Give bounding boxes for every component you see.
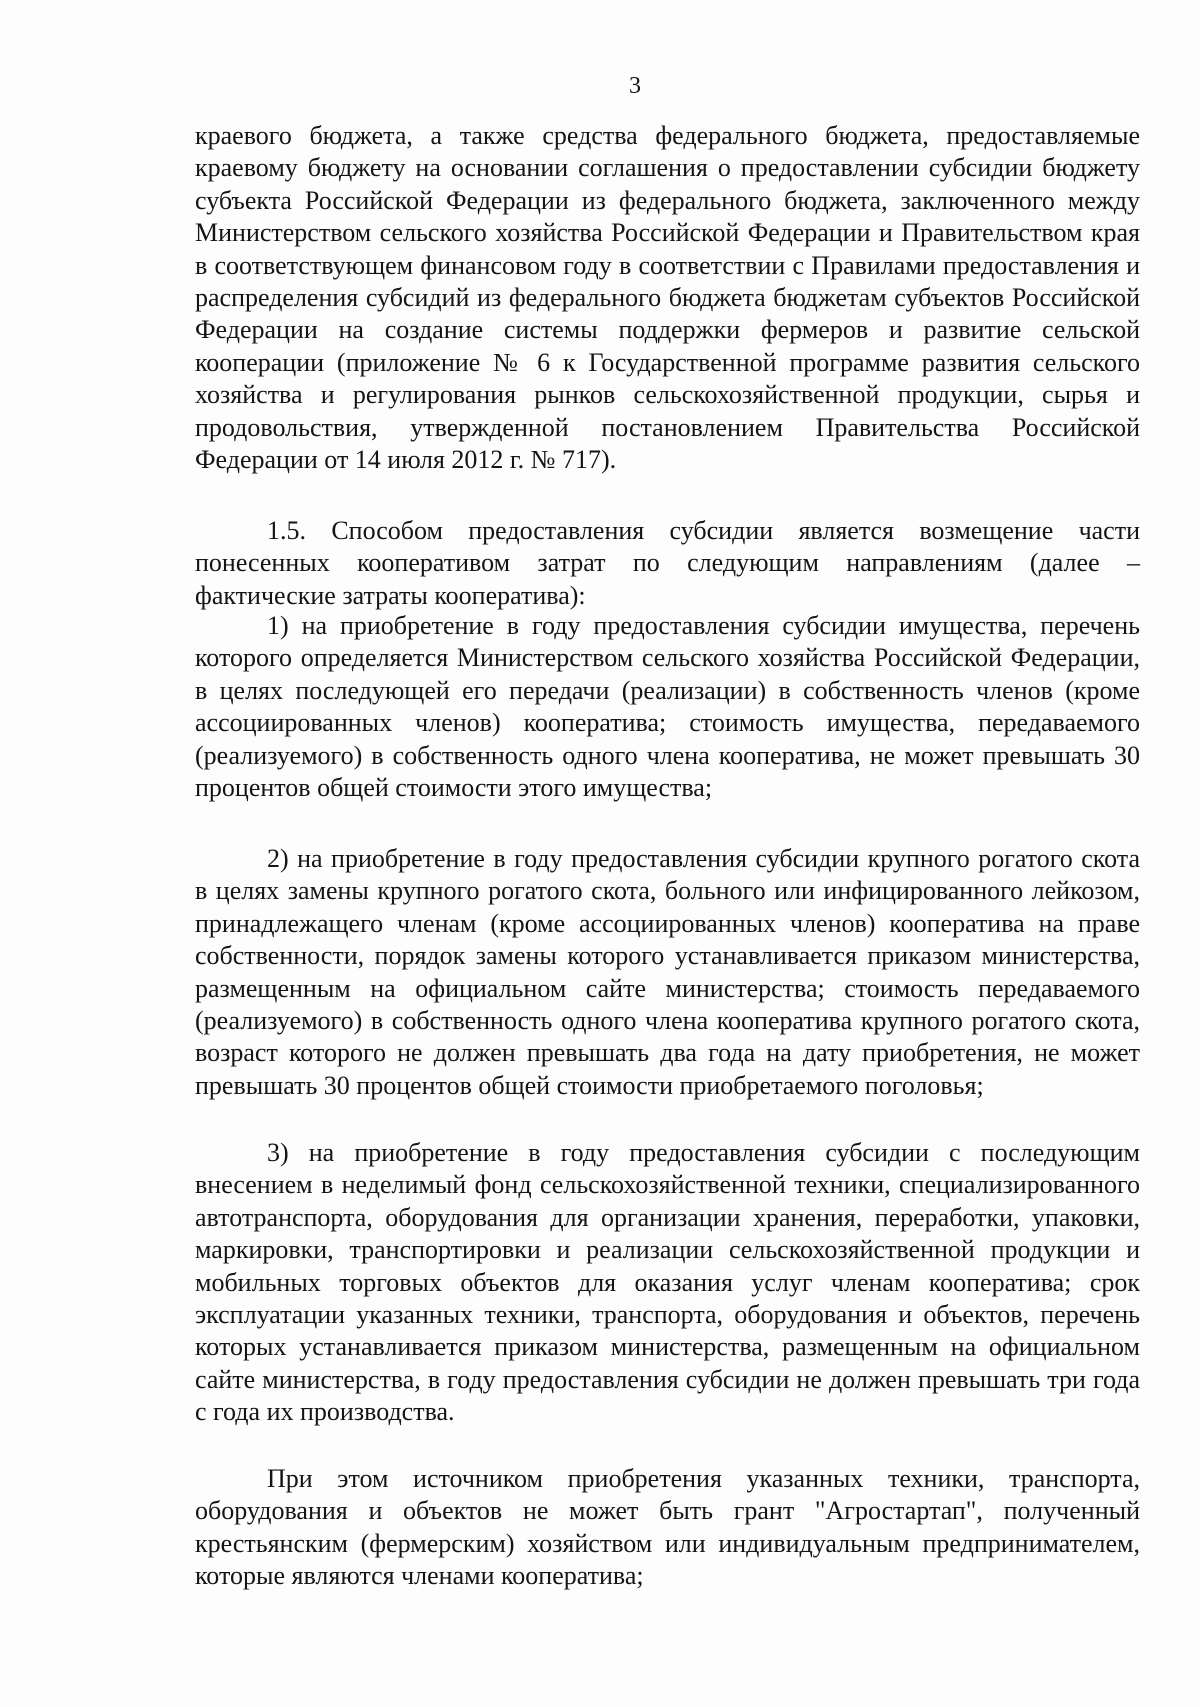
- paragraph-text: 2) на приобретение в году предоставления субсидии крупного рогатого скота в целях замены крупного рогатого скота, больного или инфицированного лейкозом, принадлежащего членам (кроме ассоциированных членов) кооператива на праве собственности, порядок замены которого устанавливается приказом министерства, размещенным на официальном сайте министерства; стоимость передаваемого (реализуемого) в собственность одного члена кооператива крупного рогатого скота, возраст которого не должен превышать два года на дату приобретения, не может превышать 30 процентов общей стоимости приобретаемого поголовья;: [195, 844, 1140, 1100]
- paragraph-agrostartup-note: [195, 1463, 1140, 1593]
- page-number: 3: [629, 73, 641, 99]
- list-item-2: [195, 843, 1140, 1102]
- paragraph-clause-1-5: [195, 515, 1140, 612]
- paragraph-budget-sources: [195, 120, 1140, 476]
- list-item-3: [195, 1137, 1140, 1429]
- paragraph-text: краевого бюджета, а также средства федерального бюджета, предоставляемые краевому бюджету на основании соглашения о предоставлении субсидии бюджету субъекта Российской Федерации из федерального бюджета, заключенного между Министерством сельского хозяйства Российской Федерации и Правительством края в соответствующем финансовом году в соответствии с Правилами предоставления и распределения субсидий из федерального бюджета бюджетам субъектов Российской Федерации на создание системы поддержки фермеров и развитие сельской кооперации (приложение № 6 к Государственной программе развития сельского хозяйства и регулирования рынков сельскохозяйственной продукции, сырья и продовольствия, утвержденной постановлением Правительства Российской Федерации от 14 июля 2012 г. № 717).: [195, 121, 1140, 475]
- list-item-1: [195, 610, 1140, 804]
- paragraph-text: 1) на приобретение в году предоставления субсидии имущества, перечень которого определяется Министерством сельского хозяйства Российской Федерации, в целях последующей его передачи (реализации) в собственность членов (кроме ассоциированных членов) кооператива; стоимость имущества, передаваемого (реализуемого) в собственность одного члена кооператива, не может превышать 30 процентов общей стоимости этого имущества;: [195, 611, 1140, 803]
- paragraph-text: При этом источником приобретения указанных техники, транспорта, оборудования и объектов не может быть грант "Агростартап", полученный крестьянским (фермерским) хозяйством или индивидуальным предпринимателем, которые являются членами кооператива;: [195, 1464, 1140, 1591]
- paragraph-text: 3) на приобретение в году предоставления субсидии с последующим внесением в неделимый фонд сельскохозяйственной техники, специализированного автотранспорта, оборудования для организации хранения, переработки, упаковки, маркировки, транспортировки и реализации сельскохозяйственной продукции и мобильных торговых объектов для оказания услуг членам кооператива; срок эксплуатации указанных техники, транспорта, оборудования и объектов, перечень которых устанавливается приказом министерства, размещенным на официальном сайте министерства, в году предоставления субсидии не должен превышать три года с года их производства.: [195, 1138, 1140, 1427]
- paragraph-text: 1.5. Способом предоставления субсидии является возмещение части понесенных кооперативом затрат по следующим направлениям (далее – фактические затраты кооператива):: [195, 516, 1140, 610]
